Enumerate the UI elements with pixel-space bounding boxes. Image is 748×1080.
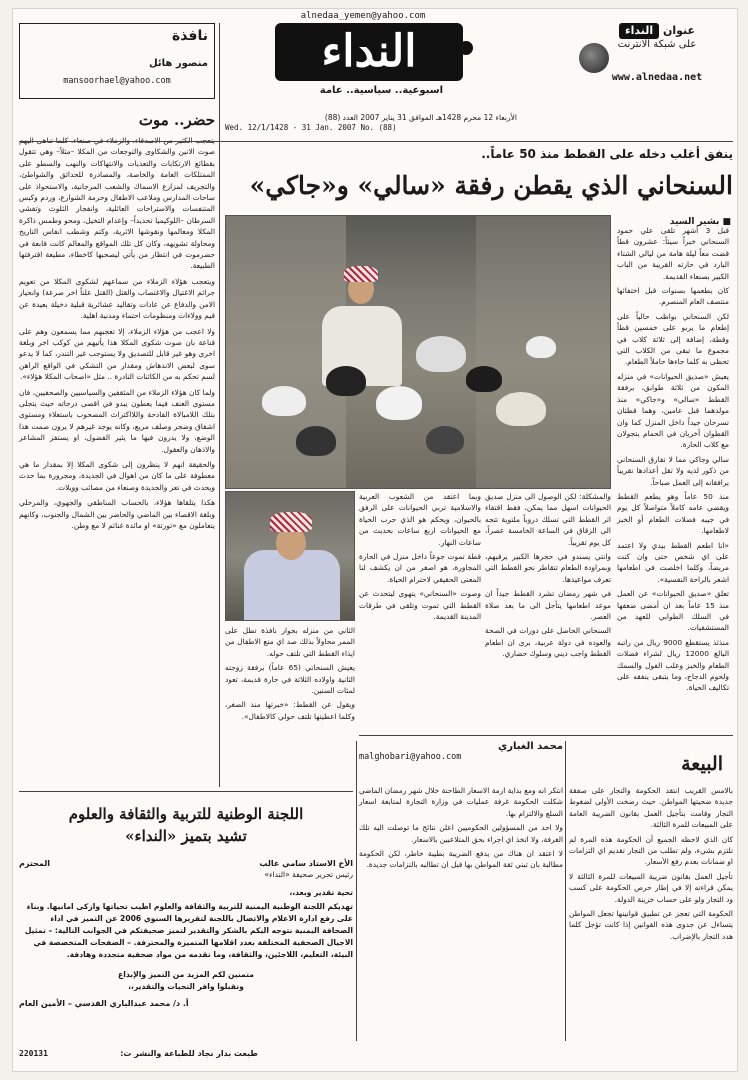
column-divider (565, 741, 566, 1041)
opinion-column (19, 101, 215, 531)
issue-date-english: Wed. 12/1/1428 - 31 Jan. 2007 No. (88) (225, 123, 397, 132)
story-paragraph: يعيش السنحاني (65 عاماً) برفقة زوجته الثانية واولاده الثلاثة في حارة قديمة، تعود لمئات السنين. (225, 663, 355, 696)
cat (262, 386, 306, 416)
column-divider (356, 741, 357, 1041)
cat (326, 366, 366, 396)
man-figure (244, 550, 340, 621)
ghabari-email: malghobari@yahoo.com (359, 752, 462, 762)
story-paragraph: الثاني من منزله بجوار نافذة تطل على الممر محاولاً بذلك صد اي منع الاطفال من ايذاء القطط التي تلتف حوله. (225, 626, 355, 658)
story-headline: السنحاني الذي يقطن رفقة «سالي» و«جاكي» (249, 171, 733, 200)
website-logo: النداء (619, 23, 659, 39)
letter-closing-1: متمنين لكم المزيد من التميز والإبداع (118, 970, 254, 979)
website-box (579, 23, 735, 125)
story-column-2 (485, 491, 611, 660)
portrait-photo (225, 491, 355, 621)
committee-letter (19, 803, 353, 1008)
printer-credit: طبعت بدار نجاد للطباعة والنشر ت: (120, 1049, 258, 1058)
cat (296, 426, 336, 456)
cat (416, 336, 466, 372)
column-paragraph: ولما كان هؤلاء الزملاء من المثقفين والسياسيين والصحفيين، فان مستوى العنف فيما يعطون يبدو في اقصى درجاته حيث يتجلى بتلك اللامبالاة الفادحة واللااكتراث المصحوب باستعلاء ومستوى اشفاق وضجر وصلف مريع، وكانه يوجد غيرهم لا يرون صمت هذا الوضع، ولا يدرون فيها ما يثير الفضول، او يستفز المشاعر والاذهان والعقول. (19, 387, 215, 454)
masthead-divider (19, 141, 733, 142)
section-divider (19, 791, 353, 792)
turban (270, 512, 312, 532)
bayaa-paragraph: الحكومة التي تعجز عن تطبيق قوانينها تجعل المواطن يتساءل عن جدوى هذه القوانين إذا كانت تؤجل كلما هدد التجار بالإضراب. (569, 909, 733, 941)
printer-phone: 220131 (19, 1049, 48, 1058)
story-paragraph: السنحاني الحاصل على دورات في الصحة والعوده في دولة عربية، برى ان اطعام القطط واجب ديني وسلوك حضاري. (485, 626, 611, 659)
cat (426, 426, 464, 454)
story-kicker: ينفق أغلب دخله على القطط منذ 50 عاماً.. (481, 147, 733, 161)
letter-respect: المحترم (19, 859, 50, 868)
letter-body: تهديكم اللجنة الوطنية اليمنية للتربية والثقافة والعلوم اطيب تحياتها وازكى امانيها. وبناء على رفع ادارة الاعلام والاتصال باللجنة لتقريرها السنوي 2006 عن التميز في اداء الصحافة اليمنية نتوجه اليكم بالشكر والتقدير لتميز صحيفتكم في الجوانب التالية: – تمثيل الاجيال الصحفية المختلفة بعدد اقلامها المتميزة والمحترفة. – الصفحات المتخصصة في البيئة، التعليم، اللاجئين، والثقافة، وما تقدمه من مواد صحفية متجددة وهادفة. (24, 902, 353, 959)
letter-address-row (19, 859, 353, 868)
newspaper-page (12, 8, 738, 1072)
story-paragraph: «انا اطعم القطط بيدي ولا اعتمد على اي شخص حتى وان كنت مريضاً، وكلما اخلصت في اطعامها اشعر بالراحة النفسية». (617, 540, 729, 584)
bayaa-body (569, 785, 733, 942)
cats-photo (225, 215, 611, 489)
story-paragraph: لكن السنحاني بواظب حالياً على إطعام ما يربو على خمسين قطاً وقطة، إضافة إلى ثلاثة كلاب في مجموع ما تبقى من الكلاب التي تحظى به كلما جاءها حاملاً الطعام. (617, 311, 729, 367)
story-paragraph: يعيش «صديق الحيوانات» في منزله المكون من ثلاثة طوابق، برفقة القطط «سالي» و«جاكي» منذ مولدهما قبل عامين، وهما قطتان تسرحان جيداً داخل المنزل كما وان القطوان أخريان في الحمام يتجولان مع كلاب الحارة. (617, 371, 729, 450)
cat (526, 336, 556, 358)
letter-greeting: تحية تقدير وبعد،، (289, 888, 353, 897)
column-paragraph: ولا اعجب من هؤلاء الزملاء، إلا تعجبهم مما يسمعون وهم على قناعة بان صوت شكوى المكلا هذا يأتيهم من كوكب اخر وبلغة اخرى وهو غير قابل للتصديق ولا يستوجب غير التندر، كما لا يدعو سوى لبعض الاندهاش ومقدار من التشكي في الواقع الراهن لسم تحكم به من الكائنات النادرة .. مثل «اصحاب المكلا هؤلاء». (19, 326, 215, 382)
column-divider (219, 23, 220, 787)
story-paragraph: كان يطعمها بسنوات قبل اختفائها منتصف العام المنصرم. (617, 286, 729, 307)
column-author: منصور هائل (148, 58, 208, 69)
story-column-4 (225, 625, 355, 722)
turban (344, 266, 378, 282)
story-paragraph: منذ 50 عاماً وهو يطعم القطط ويقضي عامه كاملاً متواصلاً كل يوم في جيبه فضلات الطعام أو الخبز لاطعامها. (617, 491, 730, 536)
story-column-1 (617, 225, 729, 694)
cat (466, 366, 502, 392)
letter-addressee-role: رئيس تحرير صحيفة «النداء» (264, 870, 353, 879)
website-label: عنوان (662, 24, 696, 37)
masthead-email: alnedaa_yemen@yahoo.com (300, 11, 426, 21)
story-paragraph: وبما اعتقد من الشعوب العربية والاسلامية تربي الحيوانات على الرفق بالحيوان، ويحكم هو الذي جرب الحياة مع الحيوانات اربع ساعات بحديث من ساعات النهار. (359, 492, 481, 547)
story-paragraph: قطة تموت جوعاً داخل منزل في الحارة المجاورة، هو اصغر من ان يكشف لنا المعنى الحقيقي لاحترام الحياة. (359, 552, 481, 584)
column-paragraph: ويتعجب هؤلاء الزملاء من سماعهم لشكوى المكلا من تعويم جرائم الاغتيال والاغتصاب والقتل (القتل علناً اخر صرعة) وانحياز الامن والدفاع عن عادات وتقاليد عشائرية قبلية دخيلة بعيدة عن قيم وولاءات ومنظومات احتماء ومدنية اهلية. (19, 276, 215, 321)
bayaa-paragraph: بالامس القريب انتقد الحكومة والتجار على صفقة جديدة ضحيتها المواطن. حيث رضخت الأولى لضغوط التجار وقامت بتأجيل العمل بقانون الضريبة العامة على المبيعات للمرة الثالثة. (569, 786, 733, 830)
column-paragraph: والحقيقة انهم لا ينظرون إلى شكوى المكلا إلا بمقدار ما هي معطوفة على ما كان من اهوال في الجديدة، ومجرورة بما حدث ويحدث في تعز والحديدة وصنعاء من مصائب وويلات. (19, 459, 215, 492)
story-paragraph: تعلق «صديق الحيوانات» عن العمل منذ 15 عاماً بعد ان أمضى ضعفها في السلك الطوابي للعهد من المستشفيات. (617, 589, 730, 633)
column-body (19, 135, 215, 531)
bayaa-title: البيعة (681, 753, 723, 775)
letter-signature: أ. د/ محمد عبدالباري القدسي – الأمين العام (19, 999, 189, 1008)
committee-subtitle: تشيد بتميز «النداء» (125, 827, 247, 845)
story-paragraph: سالي وجاكي مما لا تفارق السنحاني من ذكور لديه ولا تقل أعدادها تقريباً يرافقانه إلى العمل صباحاً. (617, 454, 729, 487)
story-column-3 (359, 491, 481, 622)
bayaa-paragraph: تأجيل العمل بقانون ضريبة المبيعات للمرة الثالثة لا يمكن قراءته إلا في إطار حرص الحكومة على كسب ود التجار ولو على حساب خزينة الدولة. (569, 871, 733, 904)
ghabari-author: محمد الغباري (498, 741, 563, 752)
column-title: حضر.. موت (138, 111, 215, 129)
story-paragraph: وصوت «السنحاني» يتهوى ليتحدث عن القطط التي تموت وتلقى في طرقات المدينة القديمة. (359, 589, 481, 622)
story-paragraph: قبل 3 أشهر تلقى علي حمود السنحاني خبراً سيئاً: عشرون قطاً قضت معاً ليلة هامة من ليالي الشتاء البارد في حارته القريبة من الباب الكبير بصنعاء القديمة. (617, 226, 729, 281)
issue-date-arabic: الأربعاء 12 محرم 1428هـ الموافق 31 يناير 2007 العدد (88) (324, 113, 517, 122)
newspaper-logo: النداء (275, 23, 463, 81)
bayaa-paragraph: كان الذي لاحظه الجميع أن الحكومة هذه المرة لم تلتزم بشيء، ولم تطلب من التجار تقديم اي التزامات او ضمانات بعدم رفع الأسعار. (569, 834, 733, 867)
story-paragraph: والمشكلة: لكن الوصول الى منزل صديق الحيوانات اسهل مما يمكن، فقط اقتفاء اثر القطط التي تسلك دروباً ملتوية تتجه الى الزقاق في الساعة الخامسة عصراً، كل يوم تقريباً. (485, 492, 611, 547)
website-subtitle: على شبكة الانترنت (617, 39, 697, 50)
column-paragraph: هكذا يتلقاها هؤلاء، بالحساب المناطقي والجهوي، والمرحلي وبلغة الاقصاء بين الماضي والحاضر بين الشمال والجنوب، وكانهم يتعاملون مع «تورتة» او مائدة غنائم لا مع وطن. (19, 498, 215, 530)
ghabari-body (359, 785, 563, 871)
ghabari-paragraph: ولا احد من المسؤولين الحكوميين اعلن نتائج ما توصلت اليه تلك الغرفة، ولا اتخذ اي اجراء بحق المتلاعبين بالاسعار. (359, 823, 563, 844)
story-paragraph: ويقول عن القطط: «خبرتها منذ الصغر، وكلما اعطيتها تلتف حولي كالاطفال». (225, 700, 355, 721)
ghabari-paragraph: لا اعتقد ان هناك من يدفع الضريبة بطيبة خاطر، لكن الحكومة مطالبة بان تبني ثقة المواطن بها قبل ان تطالبه بالتزامات جديدة. (359, 849, 563, 870)
column-section-title: نافذة (171, 28, 208, 44)
opinion-column-header (19, 23, 215, 99)
story-paragraph: في شهر رمضان تشرد القطط جيداً ان موعد اطعامها يتأجل الى ما بعد صلاة العصر. (485, 589, 611, 622)
section-divider (359, 735, 733, 736)
letter-closing-2: وتقبلوا وافر التحيات والتقدير،، (128, 982, 244, 991)
story-paragraph: وانتي يسندو في حجرها الكبير يرقبهم، وبمراودة الطعام تتقاطر نحو القطط التي تعرف مواعيدها. (485, 552, 611, 584)
column-header-box (19, 23, 215, 99)
column-paragraph: صوت الانين والشكاوى والتوجعات من المكلا –مثلاً– وهي تتقول بقطائع الارتكابات والتعديات والانتهاكات والنهب والسطو على الممتلكات العامة والخاصة، والمصادرة للحدائق والشواطئ، والتجريف لمزارع الاسماك والشعب المرجانية، والاستحواذ على ساحات المدارس وملاعب الاطفال وحرمة الشوارع، وردم وكبس المتنفسات والاستراحات العائلية، وانفجار الثلوث وتفشي السرطان –اللوكيميا تحديداً– وإعدام التخيل، ومحو وطمس ذاكرة المكلا ومعالمها ونقوشها الاثرية، وكتم وشطب انفاس التاريخ ومحاولة تشويهه، وكان كل تلك المواقع والمعالم كانت قابعة في حضرموت في انتظار من يأتي ليصحبها كاخطاء، مطيعة اقترفتها الطبيعة. (19, 147, 215, 271)
ghabari-paragraph: انتكر انه ومع بداية ازمة الاسعار الطاحنة خلال شهر رمضان الماضي شكلت الحكومة غرفة عمليات في وزارة التجارة لمتابعة اسعار السلع والالتزام بها. (359, 786, 563, 818)
committee-title: اللجنة الوطنية للتربية والثقافة والعلوم (68, 805, 304, 823)
cat (496, 392, 546, 426)
website-url[interactable]: www.alnedaa.net (611, 72, 703, 83)
story-paragraph: منذئذ يستقطع 9000 ريال من راتبه البالغ 12000 ريال لشراء فضلات الطعام والخبز وعلب الفول والسمك ولحوم الدجاج، وما يتبقى ينفقه على تكاليف الحياة. (617, 637, 730, 693)
cat (376, 386, 422, 420)
story-byline: ■ بشير السيد (669, 217, 731, 227)
masthead-slogan: اسبوعية.. سياسية.. عامة (319, 85, 443, 96)
column-author-email: mansoorhael@yahoo.com (63, 76, 171, 86)
ghabari-header (359, 741, 563, 781)
letter-addressee: الأخ الاستاذ سامي غالب (259, 859, 353, 868)
